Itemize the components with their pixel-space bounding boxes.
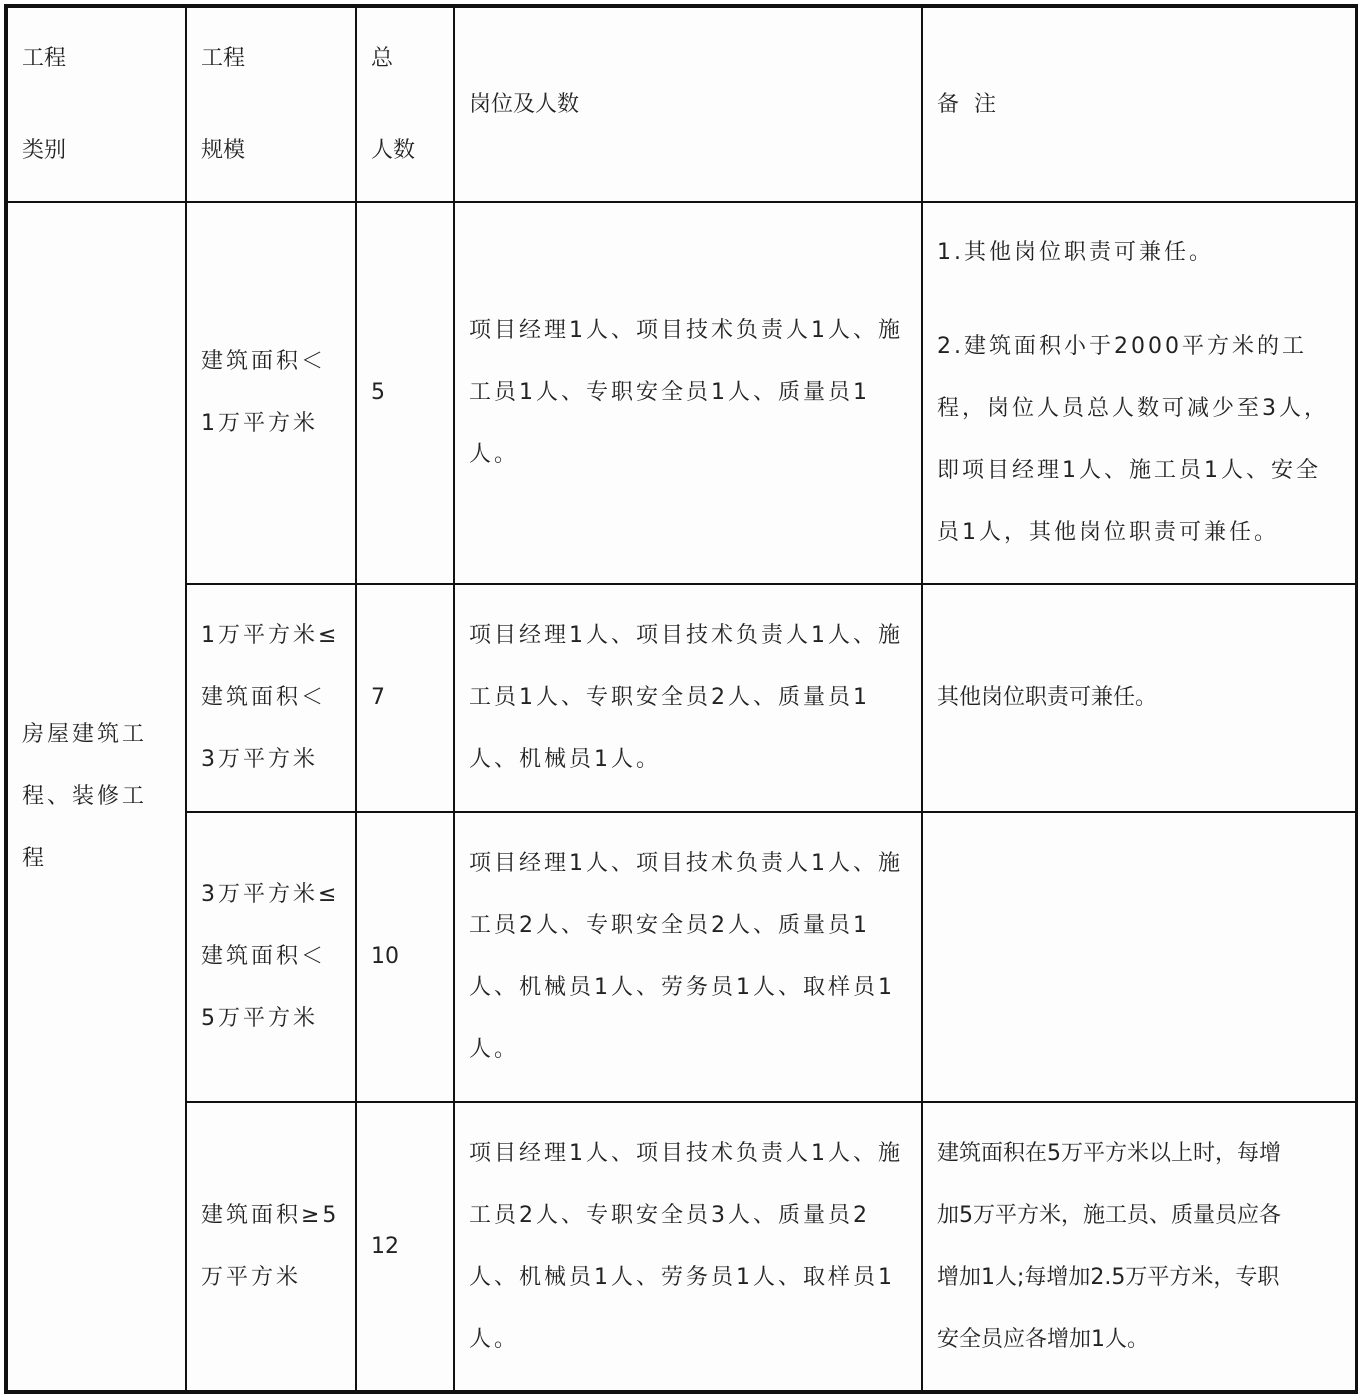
scale-text: 建筑面积＜ xyxy=(201,349,327,374)
total-cell: 12 xyxy=(356,1102,454,1392)
header-notes xyxy=(922,6,1357,202)
category-text: 程 xyxy=(22,845,48,871)
table-header-row xyxy=(6,6,1357,202)
header-text: 工程 xyxy=(22,45,67,71)
note-text: 安全员应各增加1人。 xyxy=(937,1326,1149,1352)
positions-text: 人。 xyxy=(469,442,520,467)
scale-text: 万平方米 xyxy=(201,1264,302,1290)
staffing-table xyxy=(4,4,1358,1394)
scale-text: 建筑面积＜ xyxy=(201,944,327,969)
notes-cell xyxy=(922,584,1357,812)
positions-text: 工员2人、专职安全员3人、质量员2 xyxy=(469,1202,870,1228)
scale-text: 5万平方米 xyxy=(201,1006,318,1031)
header-text: 人数 xyxy=(371,137,416,163)
positions-text: 人、机械员1人。 xyxy=(469,747,661,772)
scale-text: 3万平方米≤ xyxy=(201,882,340,907)
positions-text: 项目经理1人、项目技术负责人1人、施 xyxy=(469,1140,903,1166)
category-text: 程、装修工 xyxy=(22,783,148,809)
positions-text: 工员2人、专职安全员2人、质量员1 xyxy=(469,913,870,938)
positions-text: 工员1人、专职安全员2人、质量员1 xyxy=(469,685,870,710)
notes-cell xyxy=(922,812,1357,1102)
positions-text: 项目经理1人、项目技术负责人1人、施 xyxy=(469,851,903,876)
header-text: 总 xyxy=(371,45,394,71)
positions-text: 项目经理1人、项目技术负责人1人、施 xyxy=(469,318,903,343)
scale-text: 3万平方米 xyxy=(201,747,318,772)
positions-text: 人。 xyxy=(469,1326,520,1352)
header-positions xyxy=(454,6,922,202)
note-text: 员1人，其他岗位职责可兼任。 xyxy=(937,520,1279,545)
note-text: 增加1人;每增加2.5万平方米，专职 xyxy=(937,1264,1280,1290)
note-paragraph xyxy=(937,316,1341,564)
category-text: 房屋建筑工 xyxy=(22,721,148,747)
scale-text: 1万平方米 xyxy=(201,411,318,436)
positions-text: 人。 xyxy=(469,1037,520,1062)
positions-cell xyxy=(454,584,922,812)
header-project-category xyxy=(6,6,186,202)
scale-text: 建筑面积≥5 xyxy=(201,1202,340,1228)
note-text: 加5万平方米，施工员、质量员应各 xyxy=(937,1202,1281,1228)
header-project-scale xyxy=(186,6,356,202)
positions-text: 项目经理1人、项目技术负责人1人、施 xyxy=(469,623,903,648)
notes-cell xyxy=(922,202,1357,584)
positions-text: 人、机械员1人、劳务员1人、取样员1 xyxy=(469,1264,895,1290)
total-cell: 10 xyxy=(356,812,454,1102)
note-text: 1.其他岗位职责可兼任。 xyxy=(937,240,1214,265)
header-text: 岗位及人数 xyxy=(469,91,580,117)
scale-text: 1万平方米≤ xyxy=(201,623,340,648)
note-text: 建筑面积在5万平方米以上时，每增 xyxy=(937,1140,1281,1166)
scale-cell xyxy=(186,812,356,1102)
table-row xyxy=(6,1102,1357,1392)
scale-cell xyxy=(186,202,356,584)
total-cell: 5 xyxy=(356,202,454,584)
header-text: 规模 xyxy=(201,137,246,163)
positions-text: 工员1人、专职安全员1人、质量员1 xyxy=(469,380,870,405)
header-text: 备 注 xyxy=(937,91,1000,117)
header-text: 工程 xyxy=(201,45,246,71)
header-total-count xyxy=(356,6,454,202)
scale-text: 建筑面积＜ xyxy=(201,685,327,710)
scale-cell xyxy=(186,584,356,812)
positions-cell xyxy=(454,812,922,1102)
positions-cell xyxy=(454,202,922,584)
note-text: 其他岗位职责可兼任。 xyxy=(937,685,1158,710)
table-row xyxy=(6,812,1357,1102)
notes-cell xyxy=(922,1102,1357,1392)
table-row xyxy=(6,202,1357,584)
table-row xyxy=(6,584,1357,812)
scale-cell xyxy=(186,1102,356,1392)
positions-text: 人、机械员1人、劳务员1人、取样员1 xyxy=(469,975,895,1000)
total-cell: 7 xyxy=(356,584,454,812)
note-text: 即项目经理1人、施工员1人、安全 xyxy=(937,458,1321,483)
category-cell xyxy=(6,202,186,1392)
note-paragraph xyxy=(937,222,1341,284)
header-text: 类别 xyxy=(22,137,67,163)
positions-cell xyxy=(454,1102,922,1392)
note-text: 2.建筑面积小于2000平方米的工 xyxy=(937,334,1307,359)
note-text: 程，岗位人员总人数可减少至3人， xyxy=(937,396,1329,421)
